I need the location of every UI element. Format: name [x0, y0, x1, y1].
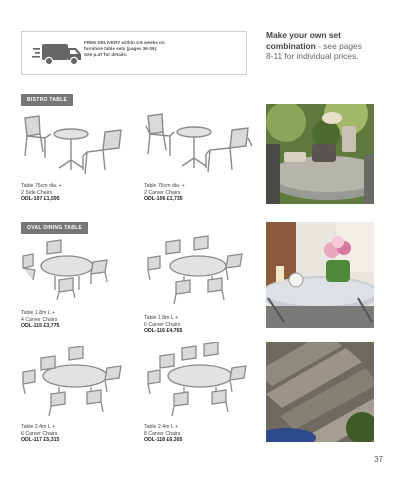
product-image-odl-115 — [21, 236, 113, 302]
delivery-line-1: FREE DELIVERY within 4-6 weeks on — [84, 40, 165, 45]
garden-bistro-photo — [266, 104, 374, 204]
product-code-price: ODL-116 £4,765 — [144, 328, 183, 335]
product-desc-line-1: Table 1.8m L + — [144, 315, 178, 321]
product-desc-line-1: Table 1.8m L + — [21, 310, 55, 316]
section-label-oval: OVAL DINING TABLE — [21, 222, 88, 234]
table-flowers-photo — [266, 222, 374, 328]
section-label-bistro: BISTRO TABLE — [21, 94, 73, 106]
product-image-odl-117 — [21, 346, 125, 418]
product-desc-line-2: 2 Carver Chairs — [144, 189, 181, 196]
product-caption-odl-106 — [144, 183, 185, 203]
product-image-odl-116 — [146, 234, 248, 306]
product-caption-odl-117 — [21, 424, 59, 444]
product-desc-line-2: 4 Carver Chairs — [21, 316, 58, 323]
product-caption-odl-116 — [144, 315, 182, 335]
promo-suffix: - see pages — [315, 40, 362, 51]
product-code-price: ODL-115 £3,775 — [21, 323, 60, 330]
tabletop-closeup-photo — [266, 342, 374, 442]
page-number: 37 — [374, 455, 383, 464]
delivery-text — [84, 40, 244, 58]
promo-title-line-1: Make your own set — [266, 30, 341, 40]
product-image-odl-107 — [21, 112, 133, 180]
product-image-odl-118 — [146, 342, 250, 420]
product-code-price: ODL-117 £5,315 — [21, 437, 60, 444]
product-desc-line-2: 8 Carver Chairs — [144, 430, 181, 437]
product-desc-line-1: Table 75cm dia. + — [21, 183, 62, 189]
product-caption-odl-115 — [21, 310, 59, 330]
promo-title-line-2: combination — [266, 40, 316, 51]
delivery-notice — [21, 31, 247, 75]
product-desc-line-1: Table 2.4m L + — [21, 424, 55, 430]
delivery-line-2: furniture table sets (pages 36-39). — [84, 46, 158, 51]
product-desc-line-2: 2 Side Chairs — [21, 189, 53, 196]
product-code-price: ODL-106 £1,735 — [144, 196, 183, 203]
product-desc-line-1: Table 75cm dia. + — [144, 183, 185, 189]
product-image-odl-106 — [144, 112, 254, 180]
delivery-line-3: See p.47 for details. — [84, 52, 128, 57]
product-code-price: ODL-118 £6,305 — [144, 437, 183, 444]
promo-line-3: 8-11 for individual prices. — [266, 51, 359, 61]
product-caption-odl-107 — [21, 183, 62, 203]
product-caption-odl-118 — [144, 424, 182, 444]
product-code-price: ODL-107 £1,595 — [21, 196, 60, 203]
product-desc-line-2: 6 Carver Chairs — [144, 321, 181, 328]
product-desc-line-2: 6 Carver Chairs — [21, 430, 58, 437]
product-desc-line-1: Table 2.4m L + — [144, 424, 178, 430]
set-combination-promo — [266, 30, 391, 62]
